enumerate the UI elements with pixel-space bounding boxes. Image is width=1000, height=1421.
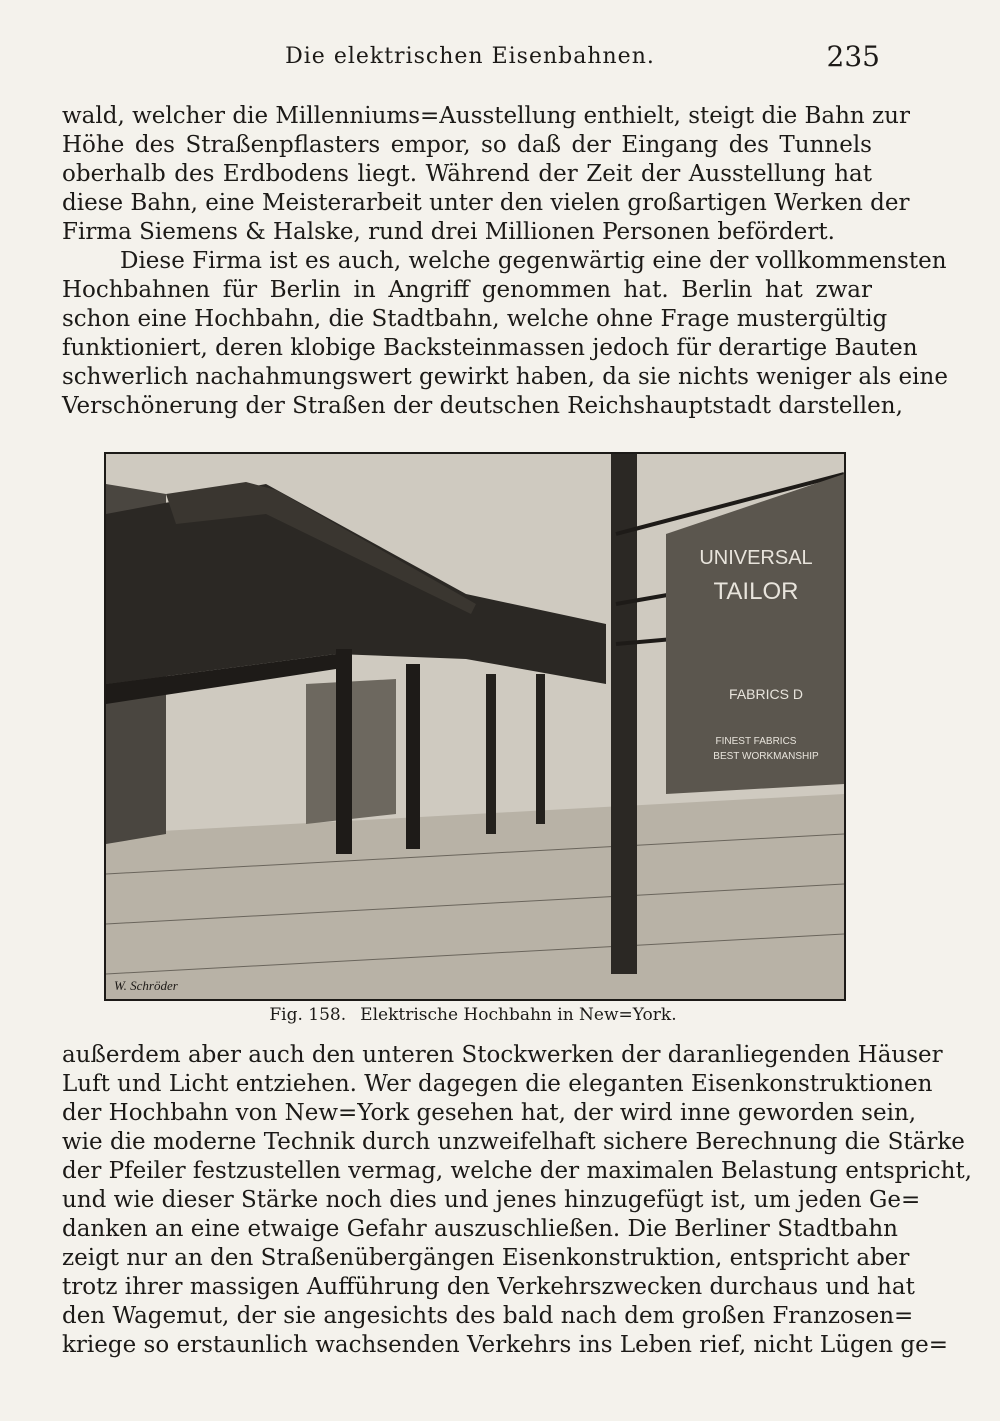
text-line: wie die moderne Technik durch unzweifelhaft sichere Berechnung die Stärke (62, 1129, 965, 1155)
text-line: der Hochbahn von New=York gesehen hat, der wird inne geworden sein, (62, 1100, 917, 1126)
text-line: schwerlich nachahmungswert gewirkt haben, da sie nichts weniger als eine (62, 364, 948, 390)
text-line: den Wagemut, der sie angesichts des bald nach dem großen Franzosen= (62, 1303, 914, 1329)
column (406, 664, 420, 849)
figure-engraving (104, 452, 846, 1001)
figure-caption-text: Elektrische Hochbahn in New=York. (360, 1005, 677, 1025)
text-line: kriege so erstaunlich wachsenden Verkehrs ins Leben rief, nicht Lügen ge= (62, 1332, 949, 1358)
figure-caption (100, 1005, 860, 1025)
page-number: 235 (826, 40, 880, 73)
sign-text: BEST WORKMANSHIP (713, 751, 819, 762)
column (536, 674, 545, 824)
sign-text: UNIVERSAL (699, 547, 813, 569)
engraving-illustration (106, 454, 844, 999)
running-title: Die elektrischen Eisenbahnen. (285, 44, 655, 69)
running-header (60, 40, 880, 76)
text-line: und wie dieser Stärke noch dies und jenes hinzugefügt ist, um jeden Ge= (62, 1187, 921, 1213)
text-block-top (62, 102, 948, 421)
column (336, 649, 352, 854)
text-block-bottom (62, 1041, 972, 1360)
text-line: zeigt nur an den Straßenübergängen Eisenkonstruktion, entspricht aber (62, 1245, 910, 1271)
text-line: funktioniert, deren klobige Backsteinmassen jedoch für derartige Bauten (62, 335, 918, 361)
artist-signature: W. Schröder (114, 978, 178, 993)
sign-text: FABRICS D (729, 686, 803, 702)
text-line: danken an eine etwaige Gefahr auszuschließen. Die Berliner Stadtbahn (62, 1216, 898, 1242)
column (486, 674, 496, 834)
text-line: schon eine Hochbahn, die Stadtbahn, welche ohne Frage mustergültig (62, 306, 888, 332)
text-line: außerdem aber auch den unteren Stockwerken der daranliegenden Häuser (62, 1042, 943, 1068)
text-line: Verschönerung der Straßen der deutschen Reichshauptstadt darstellen, (62, 393, 903, 419)
text-line: Hochbahnen für Berlin in Angriff genommen hat. Berlin hat zwar (62, 277, 872, 303)
text-line: wald, welcher die Millenniums=Ausstellung enthielt, steigt die Bahn zur (62, 103, 910, 129)
sign-text: FINEST FABRICS (715, 736, 797, 747)
text-line: Höhe des Straßenpflasters empor, so daß der Eingang des Tunnels (62, 132, 872, 158)
text-line: Luft und Licht entziehen. Wer dagegen die eleganten Eisenkonstruktionen (62, 1071, 933, 1097)
text-line: Diese Firma ist es auch, welche gegenwärtig eine der vollkommensten (120, 248, 947, 274)
text-line: diese Bahn, eine Meisterarbeit unter den vielen großartigen Werken der (62, 190, 910, 216)
text-line: trotz ihrer massigen Aufführung den Verkehrszwecken durchaus und hat (62, 1274, 915, 1300)
sign-text: TAILOR (713, 578, 799, 605)
figure-number: Fig. 158. (269, 1005, 347, 1025)
text-line: Firma Siemens & Halske, rund drei Millionen Personen befördert. (62, 219, 835, 245)
text-line: der Pfeiler festzustellen vermag, welche der maximalen Belastung entspricht, (62, 1158, 972, 1184)
text-line: oberhalb des Erdbodens liegt. Während der Zeit der Ausstellung hat (62, 161, 872, 187)
